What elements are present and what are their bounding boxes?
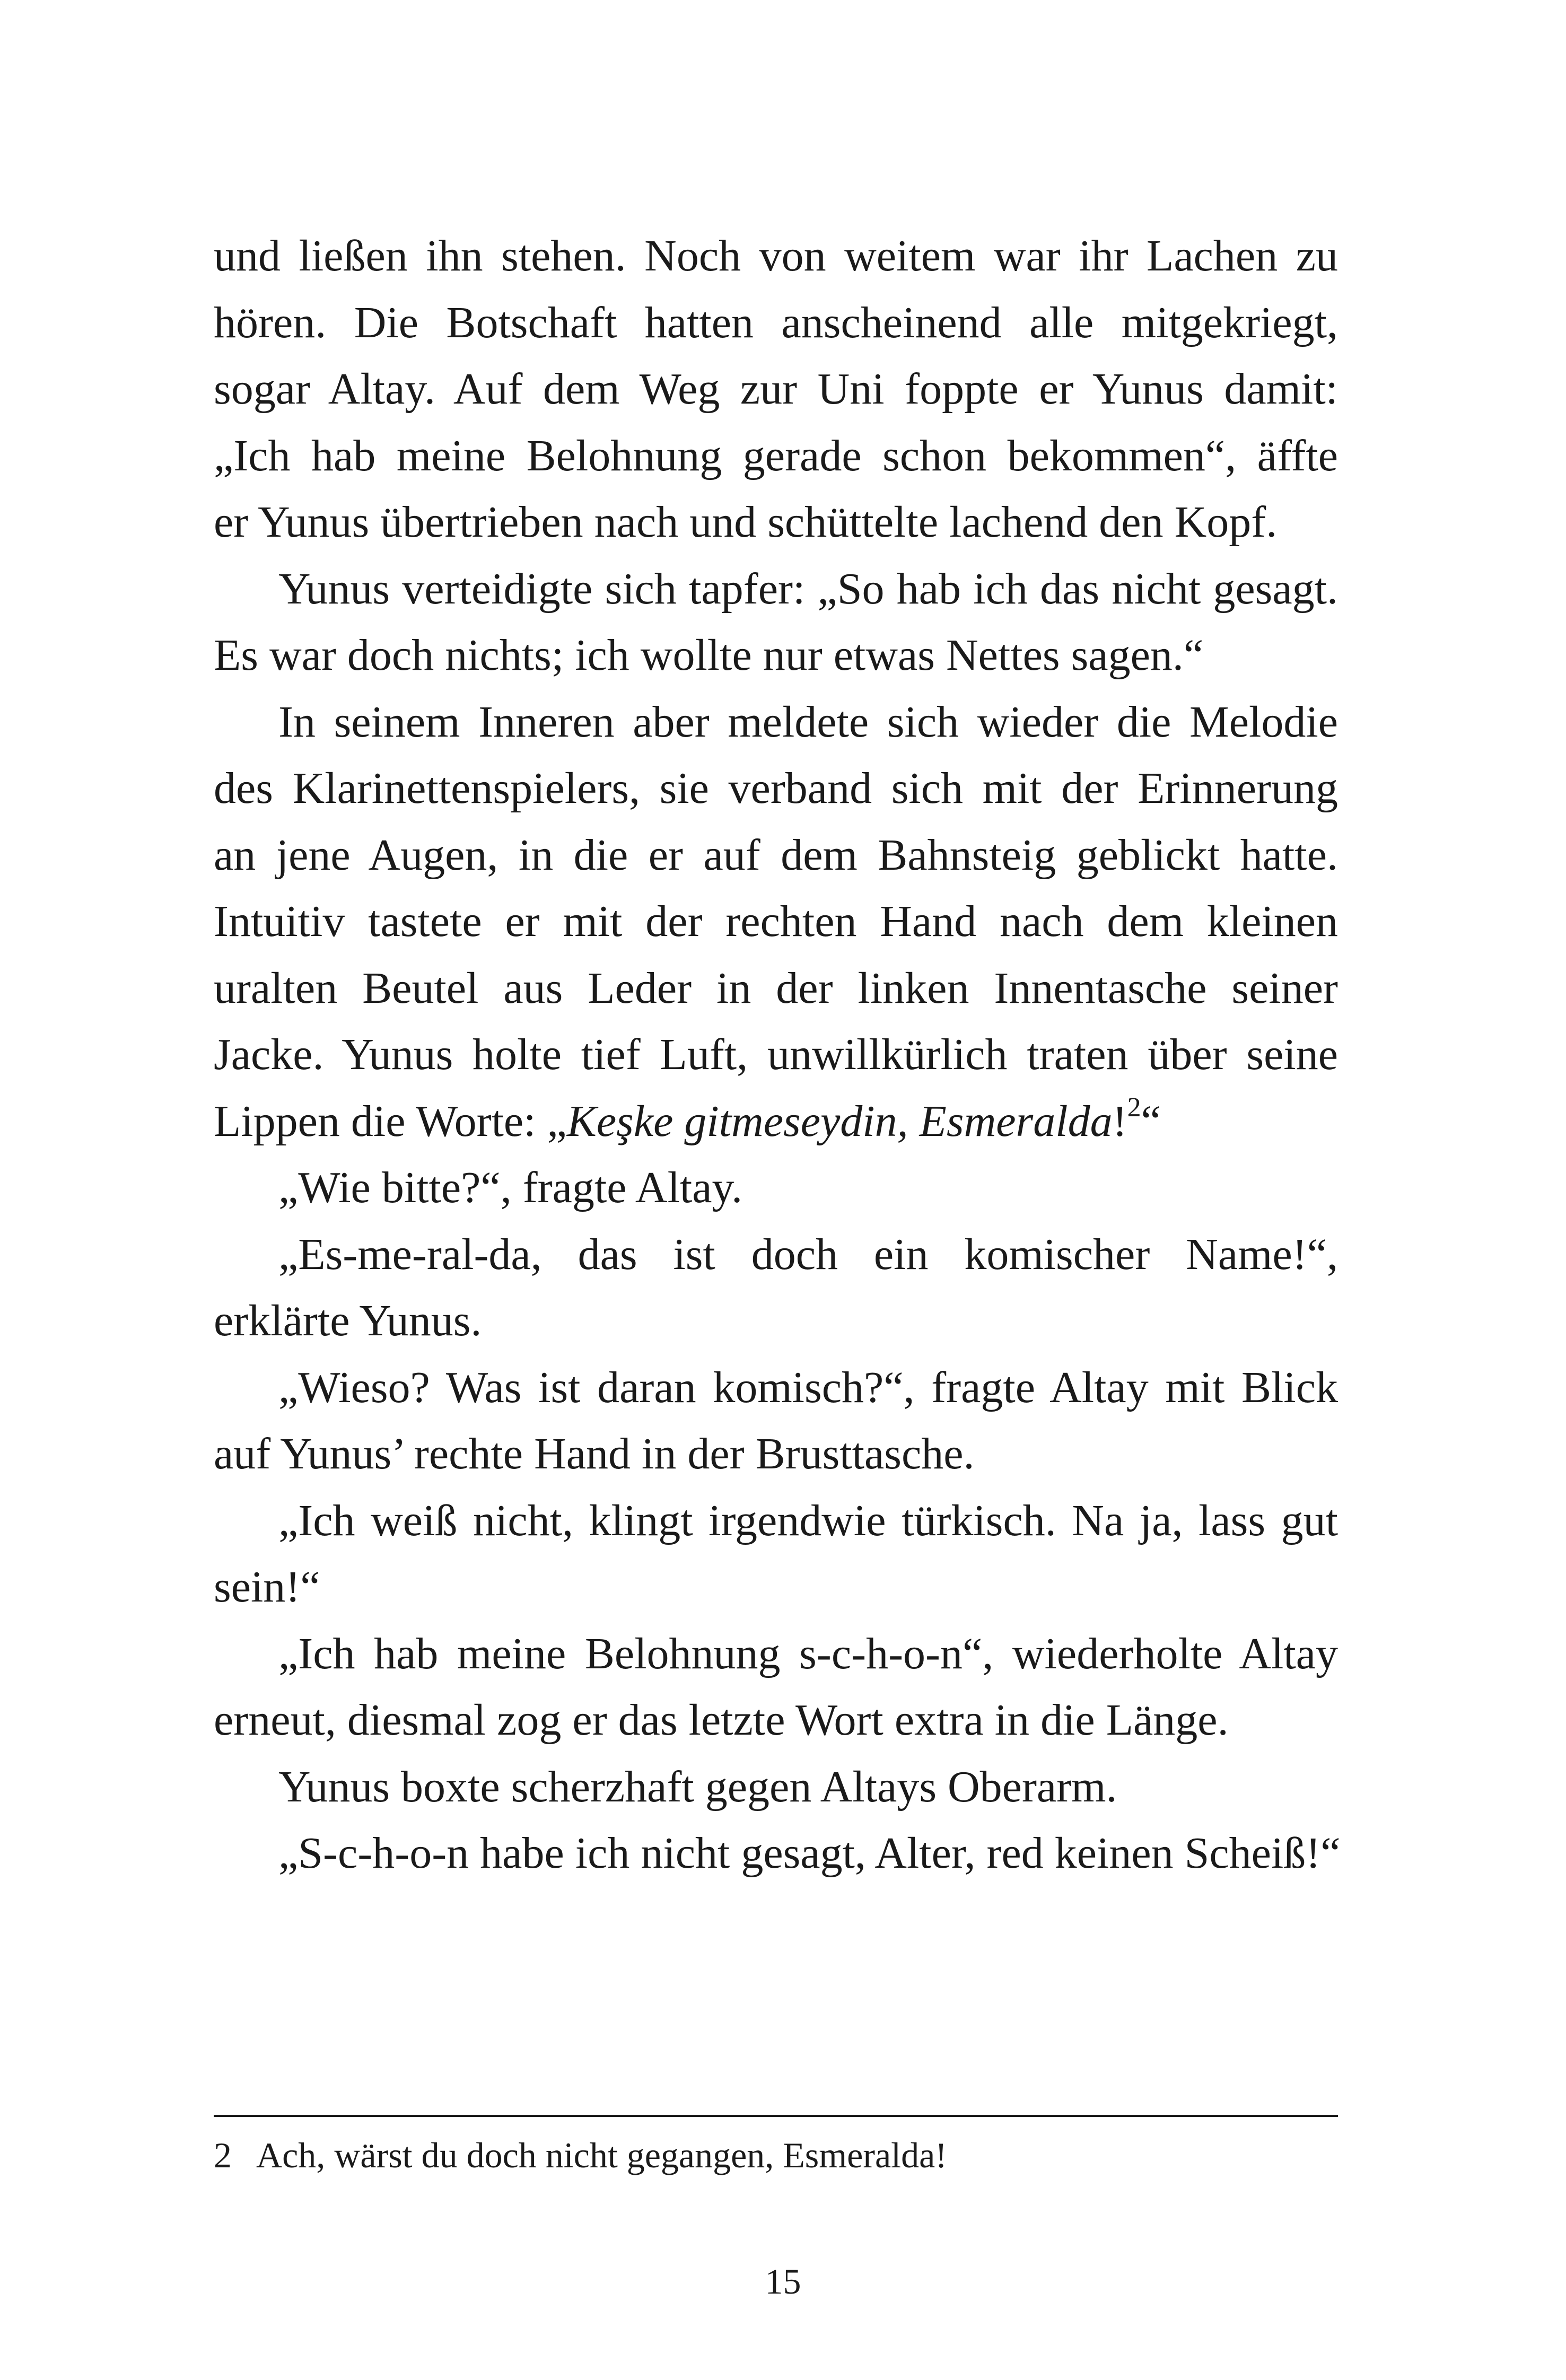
text-segment: des Klarinettenspielers, sie verband sich mit der Erinnerung: [214, 764, 1338, 813]
text-segment: Lippen die Worte: „: [214, 1096, 567, 1146]
text-segment: uralten Beutel aus Leder in der linken Innentasche seiner: [214, 963, 1338, 1013]
text-segment: Yunus verteidigte sich tapfer: „So hab ich das nicht gesagt.: [278, 564, 1338, 614]
text-line: [214, 1021, 1338, 1088]
text-segment: erklärte Yunus.: [214, 1296, 482, 1345]
text-segment: sein!“: [214, 1562, 320, 1612]
text-line: [214, 223, 1338, 290]
italic-text: Keşke gitmeseydin, Esmeralda: [566, 1096, 1113, 1146]
text-segment: „Ich hab meine Belohnung gerade schon bekommen“, äffte: [214, 431, 1338, 480]
text-line: [214, 689, 1338, 756]
text-line: [214, 1288, 1338, 1354]
text-line: [214, 1687, 1338, 1754]
text-line: [214, 1154, 1338, 1221]
text-segment: hören. Die Botschaft hatten anscheinend alle mitgekriegt,: [214, 298, 1338, 347]
text-line: [214, 1488, 1338, 1554]
text-segment: „Wieso? Was ist daran komisch?“, fragte Altay mit Blick: [278, 1362, 1338, 1412]
text-line: [214, 1088, 1338, 1155]
text-segment: !: [1112, 1096, 1127, 1146]
text-segment: „Ich hab meine Belohnung s-c-h-o-n“, wiederholte Altay: [278, 1629, 1338, 1678]
text-line: [214, 1221, 1338, 1288]
text-line: [214, 1621, 1338, 1687]
text-line: [214, 1354, 1338, 1421]
footnote-reference: 2: [1127, 1092, 1141, 1123]
body-text: [214, 223, 1341, 1887]
text-line: [214, 290, 1338, 356]
text-segment: und ließen ihn stehen. Noch von weitem war ihr Lachen zu: [214, 231, 1338, 281]
footnote: [214, 2130, 1338, 2181]
text-line: [214, 489, 1338, 556]
text-line: [214, 955, 1338, 1022]
text-segment: „S-c-h-o-n habe ich nicht gesagt, Alter, red keinen Scheiß!“: [278, 1828, 1341, 1878]
text-line: [214, 1820, 1341, 1887]
text-line: [214, 1554, 1338, 1621]
text-segment: Yunus boxte scherzhaft gegen Altays Oberarm.: [278, 1762, 1117, 1812]
text-line: [214, 356, 1338, 423]
page-number: 15: [765, 2261, 801, 2302]
text-segment: “: [1141, 1096, 1161, 1146]
footnote-text: Ach, wärst du doch nicht gegangen, Esmeralda!: [256, 2135, 947, 2175]
text-segment: „Es-me-ral-da, das ist doch ein komischer Name!“,: [278, 1229, 1338, 1279]
text-segment: er Yunus übertrieben nach und schüttelte lachend den Kopf.: [214, 497, 1278, 547]
text-line: [214, 556, 1338, 623]
text-segment: auf Yunus’ rechte Hand in der Brusttasche.: [214, 1429, 975, 1478]
text-segment: In seinem Inneren aber meldete sich wieder die Melodie: [278, 697, 1338, 747]
text-segment: Jacke. Yunus holte tief Luft, unwillkürlich traten über seine: [214, 1030, 1338, 1079]
text-segment: sogar Altay. Auf dem Weg zur Uni foppte er Yunus damit:: [214, 364, 1338, 414]
text-segment: Es war doch nichts; ich wollte nur etwas Nettes sagen.“: [214, 631, 1204, 680]
text-segment: „Ich weiß nicht, klingt irgendwie türkisch. Na ja, lass gut: [278, 1495, 1338, 1545]
footnote-rule: [214, 2115, 1338, 2117]
text-segment: an jene Augen, in die er auf dem Bahnsteig geblickt hatte.: [214, 830, 1338, 880]
text-line: [214, 1754, 1338, 1821]
text-segment: Intuitiv tastete er mit der rechten Hand nach dem kleinen: [214, 897, 1338, 946]
text-line: [214, 755, 1338, 822]
text-line: [214, 423, 1338, 489]
footnote-number: 2: [214, 2135, 232, 2175]
text-segment: „Wie bitte?“, fragte Altay.: [278, 1163, 743, 1212]
text-line: [214, 622, 1338, 689]
text-line: [214, 822, 1338, 889]
text-line: [214, 1421, 1338, 1488]
text-line: [214, 888, 1338, 955]
text-segment: erneut, diesmal zog er das letzte Wort extra in die Länge.: [214, 1695, 1229, 1745]
